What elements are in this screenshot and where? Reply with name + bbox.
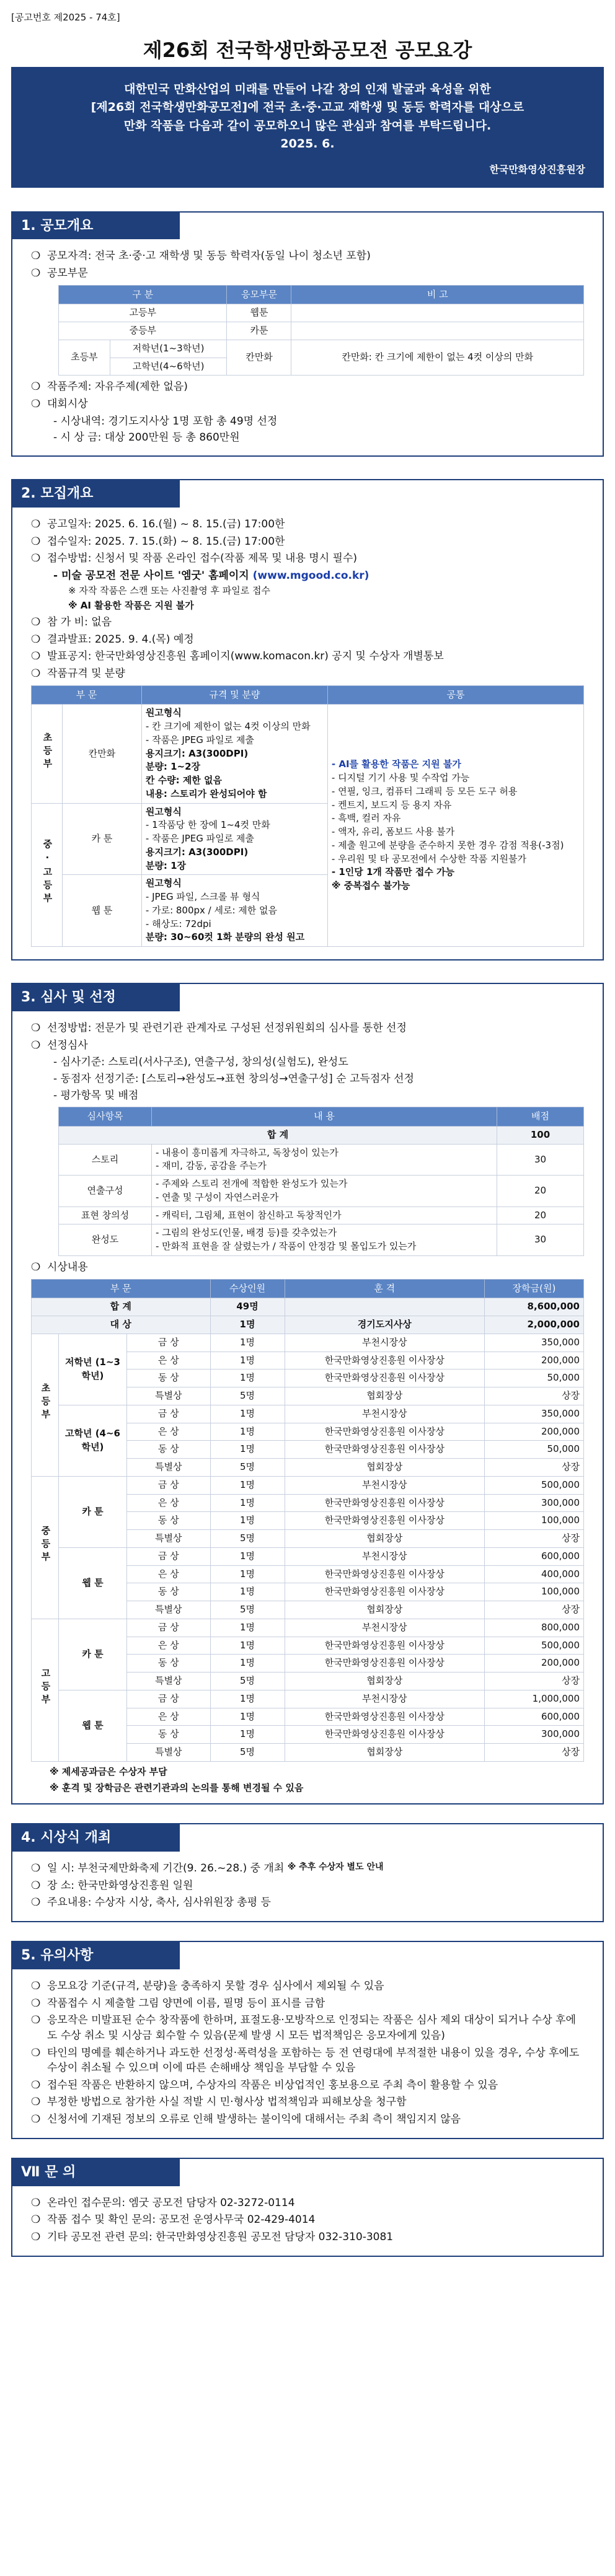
subdivision-cell: 웹 툰 (59, 1690, 127, 1761)
table-header: 비 고 (291, 285, 584, 304)
table-cell: 5명 (210, 1673, 285, 1690)
table-cell: 1명 (210, 1565, 285, 1583)
table-cell: 은 상 (127, 1352, 211, 1369)
bullet-text: 접수된 작품은 반환하지 않으며, 수상자의 작품은 비상업적인 홍보용으로 주최 측이 활용할 수 있음 (47, 2078, 498, 2091)
table-cell: 경기도지사상 (285, 1316, 484, 1334)
bullet-icon: ❍ (31, 552, 41, 565)
table-cell: 5명 (210, 1601, 285, 1619)
table-cell: 1명 (210, 1726, 285, 1744)
category-table (58, 285, 584, 376)
section-overview (11, 211, 604, 457)
section-notes (11, 1941, 604, 2139)
bullet-icon: ❍ (31, 650, 41, 663)
bullet-icon: ❍ (31, 1979, 41, 1992)
table-cell: 200,000 (485, 1352, 584, 1369)
table-cell: 특별상 (127, 1744, 211, 1762)
table-cell: 카 툰 (63, 803, 142, 875)
spec-item: - 해상도: 72dpi (145, 918, 211, 930)
spec-item: 원고형식 (145, 877, 182, 889)
bullet-icon: ❍ (31, 1039, 41, 1052)
table-cell: 30 (497, 1144, 584, 1176)
bullet-icon: ❍ (31, 633, 41, 646)
sub-text: - 심사기준: 스토리(서사구조), 연출구성, 창의성(실험도), 완성도 (53, 1056, 348, 1069)
subdivision-cell: 카 툰 (59, 1619, 127, 1690)
table-header: 장학금(원) (485, 1279, 584, 1298)
table-cell: 5명 (210, 1530, 285, 1548)
table-cell: 1명 (210, 1583, 285, 1601)
site-link[interactable]: (www.mgood.co.kr) (252, 569, 369, 582)
table-cell: 웹 툰 (63, 875, 142, 947)
bullet-note: ※ 추후 수상자 별도 안내 (287, 1862, 384, 1873)
bullet-text: 공모부문 (47, 267, 88, 280)
bullet-text: 접수일자: 2025. 7. 15.(화) ~ 8. 15.(금) 17:00한 (47, 535, 285, 548)
table-cell: 350,000 (485, 1405, 584, 1423)
table-cell: 칸만화: 칸 크기에 제한이 없는 4컷 이상의 만화 (291, 340, 584, 376)
spec-item: 분량: 30~60컷 1화 분량의 완성 원고 (145, 931, 305, 943)
bullet-text: 타인의 명예를 훼손하거나 과도한 선정성·폭력성을 포함하는 등 전 연령대에 부적절한 내용이 있을 경우, 수상 후에도 수상이 취소될 수 있으며 이에 따른 손해배상 책임을 부담할 수 있음 (47, 2046, 580, 2075)
score-desc: - 그림의 완성도(인물, 배경 등)를 갖추었는가 (156, 1227, 337, 1239)
subdivision-cell: 고학년 (4~6학년) (59, 1405, 127, 1476)
table-cell: 저학년(1~3학년) (110, 340, 227, 358)
table-cell: 1명 (210, 1334, 285, 1352)
table-cell: 1명 (210, 1547, 285, 1565)
table-cell: 한국만화영상진흥원 이사장상 (285, 1369, 484, 1387)
table-cell: 상장 (485, 1387, 584, 1405)
table-cell: 은 상 (127, 1423, 211, 1441)
table-cell: 금 상 (127, 1619, 211, 1637)
banner-sign: 한국만화영상진흥원장 (489, 163, 585, 175)
table-cell: 금 상 (127, 1547, 211, 1565)
table-header: 훈 격 (285, 1279, 484, 1298)
spec-item: - JPEG 파일, 스크롤 뷰 형식 (145, 891, 260, 903)
division-cell (32, 1334, 59, 1476)
spec-item: - 가로: 800px / 세로: 제한 없음 (145, 904, 278, 916)
table-cell: 동 상 (127, 1655, 211, 1673)
table-cell: 특별상 (127, 1387, 211, 1405)
footnote: ※ 제세공과금은 수상자 부담 (50, 1765, 167, 1777)
site-line (31, 568, 584, 584)
common-item: - 연필, 잉크, 컴퓨터 그래픽 등 모든 도구 허용 (331, 785, 518, 797)
bullet-text: 작품주제: 자유주제(제한 없음) (47, 380, 188, 393)
bullet-icon: ❍ (31, 2213, 41, 2227)
table-cell: 49명 (210, 1298, 285, 1316)
bullet-text: 일 시: 부천국제만화축제 기간(9. 26.~28.) 중 개최 (47, 1862, 285, 1875)
table-header: 수상인원 (210, 1279, 285, 1298)
table-cell: 협회장상 (285, 1601, 484, 1619)
division-label: 중등부 (40, 1526, 51, 1565)
table-cell: 상장 (485, 1530, 584, 1548)
bullet-text: 작품규격 및 분량 (47, 667, 125, 680)
bullet-icon: ❍ (31, 1997, 41, 2010)
table-cell (291, 304, 584, 322)
table-cell: 100,000 (485, 1583, 584, 1601)
table-cell: 200,000 (485, 1423, 584, 1441)
spec-item: 원고형식 (145, 806, 182, 817)
spec-list (146, 877, 324, 944)
bullet-icon: ❍ (31, 267, 41, 280)
table-cell: 한국만화영상진흥원 이사장상 (285, 1565, 484, 1583)
bullet-text: 결과발표: 2025. 9. 4.(목) 예정 (47, 633, 194, 646)
score-desc: - 캐릭터, 그림체, 표현이 참신하고 독창적인가 (156, 1209, 342, 1221)
bullet-text: 공고일자: 2025. 6. 16.(월) ~ 8. 15.(금) 17:00한 (47, 517, 285, 530)
table-cell: 400,000 (485, 1565, 584, 1583)
table-header: 내 용 (152, 1107, 497, 1127)
table-cell: 초등부 (59, 340, 110, 376)
sub-text: - 평가항목 및 배점 (53, 1089, 139, 1102)
table-cell: 한국만화영상진흥원 이사장상 (285, 1423, 484, 1441)
spec-item: 원고형식 (145, 707, 182, 719)
section-heading: 2. 모집개요 (12, 480, 180, 508)
table-cell: 대 상 (32, 1316, 211, 1334)
bullet-icon: ❍ (31, 380, 41, 393)
table-cell: 표현 창의성 (59, 1207, 152, 1224)
common-item: - 제출 원고에 분량을 준수하지 못한 경우 감점 적용(-3점) (331, 839, 564, 851)
score-desc: - 연출 및 구성이 자연스러운가 (156, 1191, 279, 1203)
table-header: 부 문 (32, 1279, 211, 1298)
bullet-icon: ❍ (31, 2078, 41, 2091)
table-header: 구 분 (59, 285, 227, 304)
common-item: - 1인당 1개 작품만 접수 가능 (331, 866, 455, 878)
table-row (32, 1334, 584, 1352)
table-cell: 한국만화영상진흥원 이사장상 (285, 1583, 484, 1601)
bullet-icon: ❍ (31, 398, 41, 411)
common-list (332, 758, 580, 893)
subdivision-cell: 카 툰 (59, 1476, 127, 1547)
table-cell: 은 상 (127, 1708, 211, 1726)
table-cell: 한국만화영상진흥원 이사장상 (285, 1494, 484, 1512)
note-text: ※ AI 활용한 작품은 지원 불가 (68, 600, 194, 612)
table-cell (291, 322, 584, 340)
table-cell: 동 상 (127, 1583, 211, 1601)
spec-item: - 작품은 JPEG 파일로 제출 (145, 833, 254, 845)
table-cell: 동 상 (127, 1441, 211, 1459)
sub-text: - 시상내역: 경기도지사상 1명 포함 총 49명 선정 (53, 415, 278, 428)
table-cell: 은 상 (127, 1565, 211, 1583)
bullet-text: 공모자격: 전국 초·중·고 재학생 및 동등 학력자(동일 나이 청소년 포함) (47, 250, 371, 263)
table-cell: 100,000 (485, 1512, 584, 1530)
bullet-text: 참 가 비: 없음 (47, 615, 112, 628)
common-item: - 켄트지, 보드지 등 용지 자유 (331, 799, 452, 811)
table-cell: 스토리 (59, 1144, 152, 1176)
table-cell: 금 상 (127, 1476, 211, 1494)
bullet-icon: ❍ (31, 517, 41, 530)
table-cell: 5명 (210, 1387, 285, 1405)
table-cell: 1명 (210, 1405, 285, 1423)
bullet-text: 기타 공모전 관련 문의: 한국만화영상진흥원 공모전 담당자 032-310-3081 (47, 2230, 394, 2243)
table-row (32, 1476, 584, 1494)
table-header: 배점 (497, 1107, 584, 1127)
bullet-icon: ❍ (31, 1862, 41, 1875)
table-cell: 고학년(4~6학년) (110, 358, 227, 376)
sub-text: - 시 상 금: 대상 200만원 등 총 860만원 (53, 431, 240, 444)
table-cell: 1명 (210, 1708, 285, 1726)
common-item: - 우리원 및 타 공모전에서 수상한 작품 지원불가 (331, 853, 527, 864)
bullet-icon: ❍ (31, 1879, 41, 1892)
bullet-text: 응모작은 미발표된 순수 창작품에 한하며, 표절도용·모방작으로 인정되는 작품은 심사 제외 대상이 되거나 수상 후에도 수상 취소 및 시상금 회수할 수 있음(문제 발생 시 모든 법적책임은 응모자에게 있음) (47, 2014, 576, 2042)
score-table (58, 1107, 584, 1256)
table-row (32, 1547, 584, 1565)
bullet-icon: ❍ (31, 2113, 41, 2126)
spec-item: - 칸 크기에 제한이 없는 4컷 이상의 만화 (145, 721, 311, 732)
table-cell: 200,000 (485, 1655, 584, 1673)
table-cell: 상장 (485, 1459, 584, 1477)
division-label: 초등부 (40, 1383, 51, 1423)
table-cell: 웹툰 (227, 304, 291, 322)
bullet-icon: ❍ (31, 2230, 41, 2243)
spec-list (146, 806, 324, 873)
table-cell: 1명 (210, 1352, 285, 1369)
bullet-icon: ❍ (31, 2014, 41, 2027)
bullet-icon: ❍ (31, 535, 41, 548)
spec-item: 용지크기: A3(300DPI) (145, 846, 249, 858)
common-item: ※ 중복접수 불가능 (331, 880, 410, 892)
table-cell: 고등부 (59, 304, 227, 322)
table-cell: 300,000 (485, 1726, 584, 1744)
table-cell: 합 계 (59, 1126, 497, 1144)
bullet-text: 시상내용 (47, 1260, 88, 1273)
table-cell: 동 상 (127, 1512, 211, 1530)
table-cell: 1명 (210, 1316, 285, 1334)
bullet-text: 부정한 방법으로 참가한 사실 적발 시 민·형사상 법적책임과 피해보상을 청구함 (47, 2096, 407, 2109)
table-row (32, 1619, 584, 1637)
table-cell: 500,000 (485, 1637, 584, 1655)
table-cell: 1명 (210, 1423, 285, 1441)
note-text: ※ 자작 작품은 스캔 또는 사진촬영 후 파일로 접수 (68, 585, 271, 597)
spec-list (146, 706, 324, 801)
table-cell: 은 상 (127, 1494, 211, 1512)
division-cell (32, 1476, 59, 1619)
section-heading: Ⅶ 문 의 (12, 2159, 180, 2186)
banner-date: 2025. 6. (280, 137, 335, 151)
bullet-icon: ❍ (31, 2196, 41, 2209)
table-cell: 한국만화영상진흥원 이사장상 (285, 1726, 484, 1744)
bullet-icon: ❍ (31, 250, 41, 263)
table-cell: 금 상 (127, 1334, 211, 1352)
table-cell: 350,000 (485, 1334, 584, 1352)
table-cell: 한국만화영상진흥원 이사장상 (285, 1708, 484, 1726)
bullet-text: 작품접수 시 제출할 그림 양면에 이름, 필명 등이 표시를 금함 (47, 1997, 325, 2010)
section-contact (11, 2158, 604, 2257)
section-heading: 3. 심사 및 선정 (12, 984, 180, 1011)
table-cell: 동 상 (127, 1726, 211, 1744)
table-cell: 50,000 (485, 1369, 584, 1387)
table-cell (285, 1298, 484, 1316)
division-label: 초등부 (42, 732, 53, 771)
table-cell: 칸만화 (63, 705, 142, 803)
footnote: ※ 훈격 및 장학금은 관련기관과의 논의를 통해 변경될 수 있음 (50, 1782, 304, 1793)
table-cell: 1명 (210, 1494, 285, 1512)
bullet-text: 장 소: 한국만화영상진흥원 일원 (47, 1879, 193, 1892)
table-cell: 8,600,000 (485, 1298, 584, 1316)
site-label: - 미술 공모전 전문 사이트 '엠굿' 홈페이지 (53, 569, 249, 582)
table-cell: 한국만화영상진흥원 이사장상 (285, 1512, 484, 1530)
table-cell: 한국만화영상진흥원 이사장상 (285, 1352, 484, 1369)
score-desc: - 재미, 감동, 공감을 주는가 (156, 1160, 267, 1172)
spec-item: 내용: 스토리가 완성되어야 함 (145, 788, 267, 799)
table-cell: 부천시장상 (285, 1334, 484, 1352)
spec-item: - 작품은 JPEG 파일로 제출 (145, 734, 254, 745)
spec-item: - 1작품당 한 장에 1~4컷 만화 (145, 819, 270, 831)
table-cell: 800,000 (485, 1619, 584, 1637)
table-cell: 100 (497, 1126, 584, 1144)
table-cell: 특별상 (127, 1459, 211, 1477)
table-cell: 카툰 (227, 322, 291, 340)
spec-table (31, 685, 584, 947)
sub-text: - 동점자 선정기준: [스토리→완성도→표현 창의성→연출구성] 순 고득점자 선정 (53, 1072, 414, 1085)
table-cell: 1명 (210, 1512, 285, 1530)
table-cell: 협회장상 (285, 1673, 484, 1690)
bullet-icon: ❍ (31, 1896, 41, 1909)
bullet-icon: ❍ (31, 667, 41, 680)
table-cell: 20 (497, 1176, 584, 1207)
table-cell: 합 계 (32, 1298, 211, 1316)
bullet-text: 응모요강 기준(규격, 분량)을 충족하지 못할 경우 심사에서 제외될 수 있음 (47, 1979, 384, 1992)
section-heading: 1. 공모개요 (12, 213, 180, 240)
table-header: 응모부문 (227, 285, 291, 304)
table-cell: 1,000,000 (485, 1690, 584, 1708)
table-cell: 동 상 (127, 1369, 211, 1387)
table-cell: 600,000 (485, 1708, 584, 1726)
table-cell: 협회장상 (285, 1744, 484, 1762)
subdivision-cell: 웹 툰 (59, 1547, 127, 1619)
table-cell: 600,000 (485, 1547, 584, 1565)
common-item: - 액자, 유리, 폼보드 사용 불가 (331, 826, 455, 838)
table-header: 공통 (327, 685, 583, 705)
division-cell (32, 1619, 59, 1761)
bullet-text: 작품 접수 및 확인 문의: 공모전 운영사무국 02-429-4014 (47, 2213, 316, 2227)
section-recruit (11, 479, 604, 961)
common-item: - 흑백, 컬러 자유 (331, 812, 401, 824)
table-cell: 5명 (210, 1459, 285, 1477)
bullet-text: 접수방법: 신청서 및 작품 온라인 접수(작품 제목 및 내용 명시 필수) (47, 552, 358, 565)
section-heading: 5. 유의사항 (12, 1942, 180, 1969)
table-cell: 한국만화영상진흥원 이사장상 (285, 1637, 484, 1655)
bullet-icon: ❍ (31, 1260, 41, 1273)
award-table (31, 1279, 584, 1762)
table-cell: 부천시장상 (285, 1619, 484, 1637)
table-cell: 부천시장상 (285, 1476, 484, 1494)
bullet-icon: ❍ (31, 615, 41, 628)
table-cell: 부천시장상 (285, 1690, 484, 1708)
table-cell: 30 (497, 1224, 584, 1256)
bullet-text: 신청서에 기재된 정보의 오류로 인해 발생하는 불이익에 대해서는 주최 측이 책임지지 않음 (47, 2113, 461, 2126)
section-heading: 4. 시상식 개최 (12, 1824, 180, 1852)
score-desc: - 내용이 흥미롭게 자극하고, 독창성이 있는가 (156, 1146, 338, 1158)
banner-line: 만화 작품을 다음과 같이 공모하오니 많은 관심과 참여를 부탁드립니다. (123, 118, 492, 133)
section-judging (11, 983, 604, 1805)
table-cell: 5명 (210, 1744, 285, 1762)
score-desc: - 만화적 표현을 잘 살렸는가 / 작품이 안정감 및 몰입도가 있는가 (156, 1241, 417, 1252)
division-label: 고등부 (40, 1668, 51, 1708)
table-cell: 금 상 (127, 1405, 211, 1423)
table-cell: 은 상 (127, 1637, 211, 1655)
division-label: 중·고등부 (42, 839, 53, 907)
spec-item: 분량: 1~2장 (145, 761, 201, 773)
spec-item: 칸 수량: 제한 없음 (145, 775, 223, 786)
table-cell: 1명 (210, 1476, 285, 1494)
bullet-text: 선정방법: 전문가 및 관련기관 관계자로 구성된 선정위원회의 심사를 통한 선정 (47, 1021, 407, 1034)
bullet-text: 온라인 접수문의: 엠굿 공모전 담당자 02-3272-0114 (47, 2196, 295, 2209)
banner-line: 대한민국 만화산업의 미래를 만들어 나갈 창의 인재 발굴과 육성을 위한 (124, 82, 491, 96)
table-cell: 한국만화영상진흥원 이사장상 (285, 1655, 484, 1673)
bullet-text: 선정심사 (47, 1039, 88, 1052)
table-cell: 1명 (210, 1369, 285, 1387)
bullet-icon: ❍ (31, 1021, 41, 1034)
table-cell: 칸만화 (227, 340, 291, 376)
table-cell: 특별상 (127, 1530, 211, 1548)
section-ceremony (11, 1823, 604, 1922)
table-cell: 협회장상 (285, 1459, 484, 1477)
table-cell: 완성도 (59, 1224, 152, 1256)
bullet-icon: ❍ (31, 2096, 41, 2109)
table-cell: 1명 (210, 1637, 285, 1655)
table-cell: 상장 (485, 1744, 584, 1762)
table-cell: 특별상 (127, 1673, 211, 1690)
bullet-text: 대회시상 (47, 398, 88, 411)
table-cell: 2,000,000 (485, 1316, 584, 1334)
table-cell: 300,000 (485, 1494, 584, 1512)
table-cell: 상장 (485, 1673, 584, 1690)
common-item: - AI를 활용한 작품은 지원 불가 (331, 758, 461, 770)
common-item: - 디지털 기기 사용 및 수작업 가능 (331, 772, 470, 784)
table-row (32, 1405, 584, 1423)
table-cell: 1명 (210, 1690, 285, 1708)
score-desc: - 주제와 스토리 전개에 적합한 완성도가 있는가 (156, 1178, 348, 1190)
table-cell: 1명 (210, 1441, 285, 1459)
table-cell: 부천시장상 (285, 1405, 484, 1423)
table-cell: 1명 (210, 1619, 285, 1637)
table-header: 부 문 (32, 685, 142, 705)
table-cell: 협회장상 (285, 1530, 484, 1548)
spec-item: 용지크기: A3(300DPI) (145, 747, 249, 759)
table-cell: 연출구성 (59, 1176, 152, 1207)
table-header: 심사항목 (59, 1107, 152, 1127)
bullet-icon: ❍ (31, 2046, 41, 2059)
table-cell: 1명 (210, 1655, 285, 1673)
notice-number: [공고번호 제2025 - 74호] (11, 12, 120, 23)
banner-line: [제26회 전국학생만화공모전]에 전국 초·중·고교 재학생 및 동등 학력자를 대상으로 (91, 100, 524, 115)
spec-item: 분량: 1장 (145, 859, 187, 871)
table-cell: 특별상 (127, 1601, 211, 1619)
table-row (32, 1690, 584, 1708)
table-cell: 금 상 (127, 1690, 211, 1708)
bullet-text: 주요내용: 수상자 시상, 축사, 심사위원장 총평 등 (47, 1896, 271, 1909)
table-cell: 500,000 (485, 1476, 584, 1494)
table-cell: 50,000 (485, 1441, 584, 1459)
table-cell: 20 (497, 1207, 584, 1224)
table-cell: 한국만화영상진흥원 이사장상 (285, 1441, 484, 1459)
page-title: 제26회 전국학생만화공모전 공모요강 (143, 38, 472, 62)
table-header: 규격 및 분량 (141, 685, 327, 705)
subdivision-cell: 저학년 (1~3학년) (59, 1334, 127, 1405)
intro-banner (11, 67, 604, 188)
table-cell: 협회장상 (285, 1387, 484, 1405)
table-cell: 부천시장상 (285, 1547, 484, 1565)
table-cell: 중등부 (59, 322, 227, 340)
table-cell: 상장 (485, 1601, 584, 1619)
bullet-text: 발표공지: 한국만화영상진흥원 홈페이지(www.komacon.kr) 공지 및 수상자 개별통보 (47, 650, 444, 663)
